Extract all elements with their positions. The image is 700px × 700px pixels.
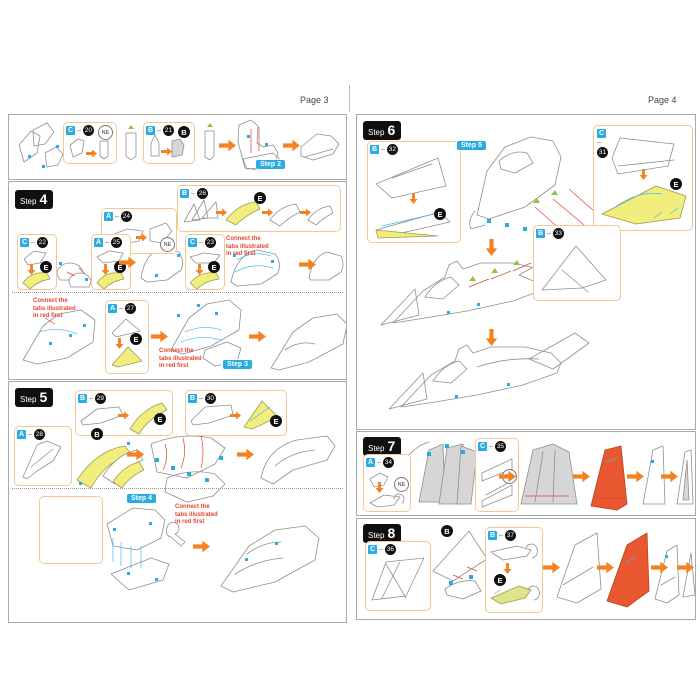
chip-dash: – bbox=[77, 127, 81, 134]
part-box-b33 bbox=[533, 225, 621, 301]
ne-note: NE bbox=[98, 125, 113, 140]
part-letter: B bbox=[489, 532, 496, 539]
step-word: Step bbox=[368, 531, 385, 540]
part-box-b21 bbox=[143, 122, 195, 164]
step8-section bbox=[356, 518, 696, 620]
step-number: 6 bbox=[387, 122, 396, 138]
step-number: 8 bbox=[387, 525, 396, 541]
part-number: 33 bbox=[554, 230, 563, 237]
part-c36-sketch bbox=[366, 542, 430, 610]
part-number: 24 bbox=[122, 213, 131, 220]
chip-dash: – bbox=[191, 190, 195, 197]
ne-note: NE bbox=[160, 237, 175, 252]
part-number: 32 bbox=[388, 146, 397, 153]
step-number: 4 bbox=[39, 191, 48, 207]
part-letter: A bbox=[105, 213, 112, 220]
step6-section bbox=[356, 114, 696, 430]
fastener-marker-e: E bbox=[154, 413, 166, 425]
step3-continued-section bbox=[8, 114, 347, 180]
fin-red-sketch bbox=[607, 533, 649, 607]
step-word: Step bbox=[20, 395, 37, 404]
part-letter: C bbox=[479, 443, 486, 450]
red-note: Connect the tabs illustrated in red first bbox=[226, 236, 269, 257]
part-letter: B bbox=[371, 146, 378, 153]
fin-detail-sketch bbox=[655, 545, 679, 603]
part-letter: C bbox=[369, 546, 376, 553]
step5-section bbox=[8, 381, 347, 623]
part-number: 21 bbox=[164, 127, 173, 134]
ref-tag-step4[interactable]: Step 4 bbox=[127, 494, 156, 503]
step-number: 5 bbox=[39, 389, 48, 405]
red-note: Connect the tabs illustrated in red first bbox=[159, 348, 202, 369]
part-letter: B bbox=[79, 395, 86, 402]
fin-white-sketch bbox=[557, 533, 601, 603]
intake-assembly-sketch bbox=[77, 442, 144, 488]
fastener-marker-b: B bbox=[441, 525, 453, 537]
part-box-a27 bbox=[105, 300, 149, 374]
step-word: Step bbox=[368, 444, 385, 453]
fuselage-top-sketch bbox=[470, 137, 603, 239]
chip-dash: – bbox=[157, 127, 161, 134]
ref-tag-step2[interactable]: Step 2 bbox=[256, 160, 285, 169]
part-number: 35 bbox=[496, 443, 505, 450]
chip-dash: – bbox=[115, 213, 119, 220]
result-row1-sketch bbox=[309, 252, 343, 280]
tail-fan-sketch bbox=[405, 442, 477, 504]
chip-dash: – bbox=[489, 443, 493, 450]
step-number: 7 bbox=[387, 438, 396, 454]
part-b33-sketch bbox=[534, 226, 620, 300]
fastener-marker-e: E bbox=[40, 261, 52, 273]
part-b37-sketch bbox=[486, 528, 542, 612]
red-note: Connect the tabs illustrated in red first bbox=[33, 298, 76, 319]
part-letter: A bbox=[18, 431, 25, 438]
fastener-marker-e: E bbox=[254, 192, 266, 204]
chip-dash: – bbox=[119, 305, 123, 312]
fastener-marker-e: E bbox=[494, 574, 506, 586]
part-number: 20 bbox=[84, 127, 93, 134]
ref-tag-step5[interactable]: Step 5 bbox=[457, 141, 486, 150]
part-box-c31 bbox=[593, 125, 693, 231]
nose-assembly-sketch bbox=[107, 508, 169, 590]
step7-section bbox=[356, 431, 696, 516]
result-duct-sketch bbox=[261, 436, 335, 484]
part-c20-sketch bbox=[64, 123, 116, 163]
part-number: 30 bbox=[206, 395, 215, 402]
result-row2-sketch bbox=[271, 314, 346, 370]
part-box-b26 bbox=[177, 185, 341, 232]
tail-red-sketch bbox=[591, 446, 627, 510]
part-letter: B bbox=[181, 190, 188, 197]
part-box-c23 bbox=[185, 234, 225, 290]
chip-dash: – bbox=[28, 431, 32, 438]
dome-pieces-sketch bbox=[57, 262, 91, 287]
part-box-c22 bbox=[17, 234, 57, 290]
ref-tag-step3[interactable]: Step 3 bbox=[223, 360, 252, 369]
fastener-marker-e: E bbox=[670, 178, 682, 190]
chip-dash: – bbox=[105, 239, 109, 246]
part-number: 22 bbox=[38, 239, 47, 246]
chip-dash: – bbox=[199, 239, 203, 246]
step-word: Step bbox=[20, 197, 37, 206]
page-3-header: Page 3 bbox=[300, 95, 329, 105]
chip-dash: – bbox=[547, 230, 551, 237]
part-number: 37 bbox=[506, 532, 515, 539]
step4-section bbox=[8, 181, 347, 380]
part-number: 27 bbox=[126, 305, 135, 312]
part-letter: C bbox=[189, 239, 196, 246]
finished-seat-sketch bbox=[301, 134, 339, 160]
tail-fan-assembled-sketch bbox=[521, 444, 577, 504]
part-box-b32 bbox=[367, 141, 461, 243]
zoom-detail-box bbox=[39, 496, 103, 564]
part-number: 31 bbox=[598, 149, 607, 156]
tail-final-sketch bbox=[677, 450, 693, 504]
part-number: 36 bbox=[386, 546, 395, 553]
part-b32-sketch bbox=[368, 142, 460, 242]
part-letter: B bbox=[189, 395, 196, 402]
fastener-marker-e: E bbox=[434, 208, 446, 220]
fastener-marker-b: B bbox=[178, 126, 190, 138]
fastener-marker-e: E bbox=[130, 333, 142, 345]
part-box-c20 bbox=[63, 122, 117, 164]
parts-cluster-sketch bbox=[19, 123, 63, 168]
part-letter: A bbox=[109, 305, 116, 312]
fastener-marker-b: B bbox=[91, 428, 103, 440]
chip-dash: – bbox=[199, 395, 203, 402]
part-a28-sketch bbox=[15, 427, 71, 485]
part-number: 26 bbox=[198, 190, 207, 197]
fin-final-sketch bbox=[683, 553, 695, 597]
duct-assembly-sketch bbox=[151, 436, 225, 502]
chip-dash: – bbox=[31, 239, 35, 246]
part-letter: C bbox=[21, 239, 28, 246]
chip-dash: – bbox=[597, 139, 601, 146]
page-divider bbox=[349, 85, 350, 112]
chip-dash: – bbox=[89, 395, 93, 402]
part-box-a28 bbox=[14, 426, 72, 486]
wing-fold-sketch bbox=[433, 531, 487, 599]
part-box-b30 bbox=[185, 390, 287, 436]
part-number: 34 bbox=[384, 459, 393, 466]
part-letter: A bbox=[367, 459, 374, 466]
fastener-marker-e: E bbox=[270, 415, 282, 427]
red-note: Connect the tabs illustrated in red first bbox=[175, 504, 218, 525]
fastener-marker-e: E bbox=[208, 261, 220, 273]
part-box-b29 bbox=[75, 390, 173, 436]
chip-dash: – bbox=[377, 459, 381, 466]
part-letter: C bbox=[598, 130, 605, 137]
ne-note: NE bbox=[394, 477, 409, 492]
part-number: 23 bbox=[206, 239, 215, 246]
fastener-marker-e: E bbox=[114, 261, 126, 273]
part-box-c36 bbox=[365, 541, 431, 611]
part-number: 25 bbox=[112, 239, 121, 246]
step-word: Step bbox=[368, 128, 385, 137]
part-number: 28 bbox=[35, 431, 44, 438]
finished-nose-sketch bbox=[221, 526, 319, 592]
part-box-b37 bbox=[485, 527, 543, 613]
part-letter: B bbox=[537, 230, 544, 237]
part-letter: A bbox=[95, 239, 102, 246]
page-4-header: Page 4 bbox=[648, 95, 677, 105]
chip-dash: – bbox=[379, 546, 383, 553]
chip-dash: – bbox=[499, 532, 503, 539]
part-letter: B bbox=[147, 127, 154, 134]
chip-dash: – bbox=[381, 146, 385, 153]
jet-final-sketch bbox=[389, 333, 589, 409]
part-number: 29 bbox=[96, 395, 105, 402]
part-letter: C bbox=[67, 127, 74, 134]
part-b30-sketch bbox=[186, 391, 286, 435]
part-box-a34 bbox=[363, 454, 411, 512]
